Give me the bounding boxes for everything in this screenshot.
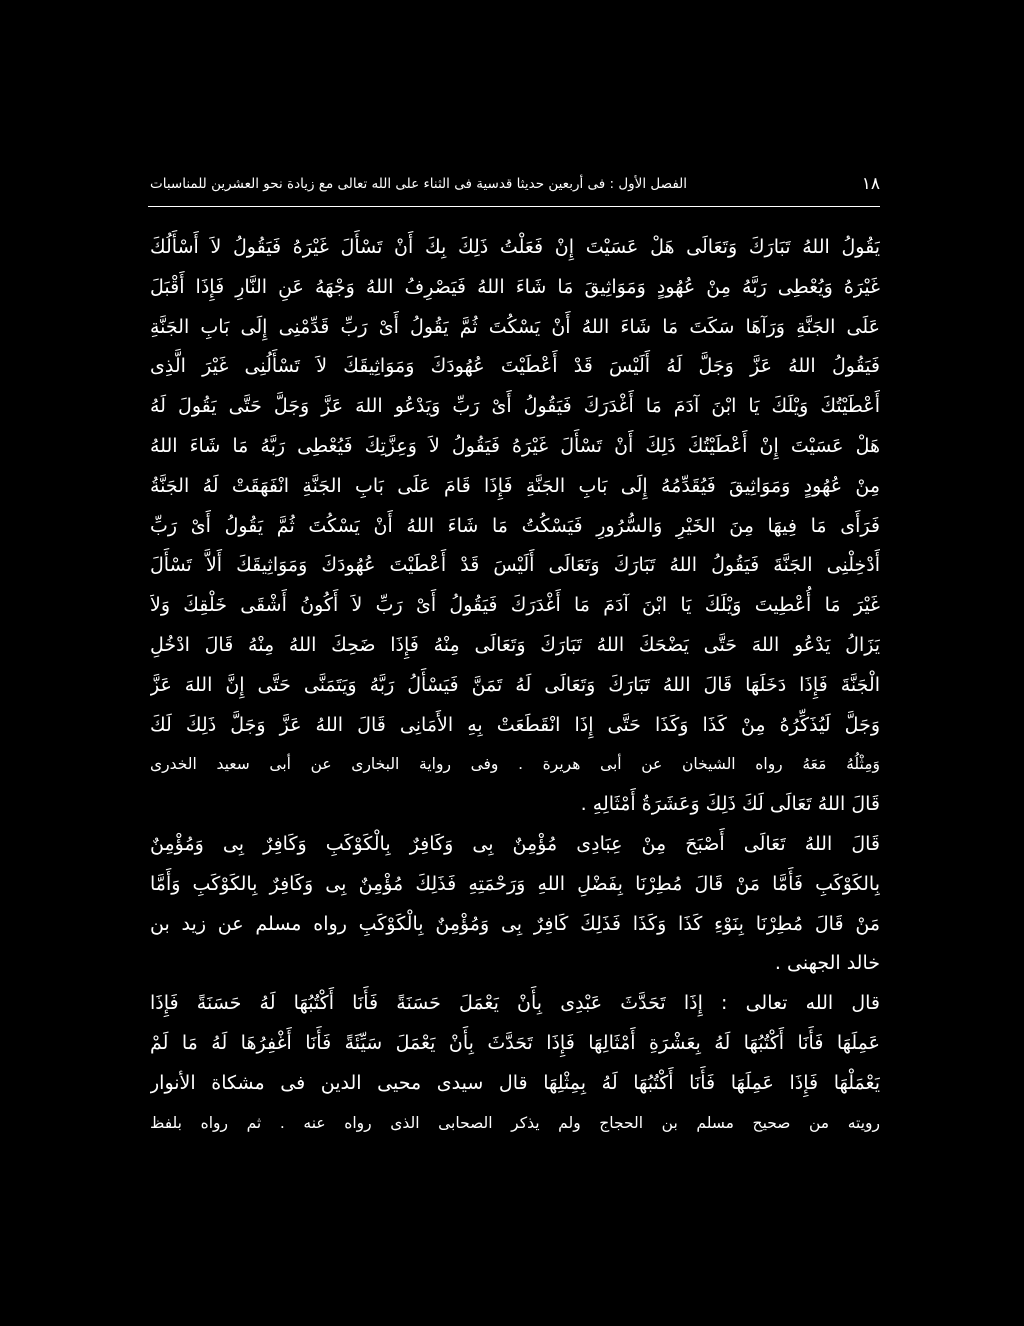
text-line: أَعْطَيْتُكَ وَيْلَكَ يَا ابْنَ آدَمَ مَا أَغْدَرَكَ فَيَقُولُ أَىْ رَبِّ وَيَدْعُو اللهَ عَزَّ وَجَلَّ حَتَّى يَقُولَ لَهُ: [150, 395, 880, 418]
running-title: الفصل الأول : فى أربعين حديثا قدسية فى الثناء على الله تعالى مع زيادة نحو العشرين للمناسبات: [150, 176, 688, 192]
text-line: وَمِثْلُهُ مَعَهُ رواه الشيخان عن أبى هريرة . وفى رواية البخارى عن أبى سعيد الخدرى: [150, 755, 880, 774]
body-text: [150, 228, 880, 1143]
text-line: قال الله تعالى : إِذَا تَحَدَّثَ عَبْدِى بِأَنْ يَعْمَلَ حَسَنَةً فَأَنَا أَكْتُبُهَا لَهُ حَسَنَةً فَإِذَا: [150, 992, 880, 1015]
text-line: فَرَأَى مَا فِيهَا مِنَ الخَيْرِ وَالسُّرُورِ فَيَسْكُتُ مَا شَاءَ اللهُ أَنْ يَسْكُتَ ثُمَّ يَقُولُ أَىْ رَبِّ: [150, 514, 880, 537]
text-line: مِنْ عُهُودٍ وَمَوَاثِيقَ فَيُقَدِّمُهُ إِلَى بَابِ الجَنَّةِ فَإِذَا قَامَ عَلَى بَابِ الجَنَّةِ انْفَهَقَتْ لَهُ الجَنَّةُ: [150, 474, 880, 497]
text-line: الْجَنَّةَ فَإِذَا دَخَلَهَا قَالَ اللهُ تَبَارَكَ وَتَعَالَى لَهُ تَمَنَّ فَيَسْأَلُ رَبَّهُ وَيَتَمَنَّى حَتَّى إِنَّ اللهَ عَزَّ: [150, 673, 880, 696]
text-line: يَزَالُ يَدْعُو اللهَ حَتَّى يَضْحَكَ اللهُ تَبَارَكَ وَتَعَالَى مِنْهُ فَإِذَا ضَحِكَ اللهُ مِنْهُ قَالَ ادْخُلِ: [150, 633, 880, 656]
text-line: يَعْمَلْهَا فَإِذَا عَمِلَهَا فَأَنَا أَكْتُبُهَا لَهُ بِمِثْلِهَا قال سيدى محيى الدين فى مشكاة الأنوار: [150, 1071, 880, 1094]
text-line: خالد الجهنى .: [774, 952, 880, 975]
text-line: مَنْ قَالَ مُطِرْنَا بِنَوْءِ كَذَا وَكَذَا فَذَلِكَ كَافِرٌ بِى وَمُؤْمِنٌ بِالْكَوْكَبِ رواه مسلم عن زيد بن: [150, 912, 880, 935]
text-line: يَقُولُ اللهُ تَبَارَكَ وَتَعَالَى هَلْ عَسَيْتَ إِنْ فَعَلْتُ ذَلِكَ بِكَ أَنْ تَسْأَلَ غَيْرَهُ فَيَقُولُ لاَ أَسْأَلُكَ: [150, 236, 880, 258]
text-line: بِالكَوْكَبِ فَأَمَّا مَنْ قَالَ مُطِرْنَا بِفَضْلِ اللهِ وَرَحْمَتِهِ فَذَلِكَ مُؤْمِنٌ بِى وَكَافِرٌ بِالكَوْكَبِ وَأَمَّا: [150, 872, 880, 895]
header-divider: [148, 206, 880, 207]
text-line: هَلْ عَسَيْتَ إِنْ أَعْطَيْتُكَ ذَلِكَ أَنْ تَسْأَلَ غَيْرَهُ فَيَقُولُ لاَ وَعِزَّتِكَ فَيُعْطِى رَبَّهُ مَا شَاءَ اللهُ: [150, 434, 880, 457]
page-header: [150, 170, 880, 198]
text-line: قَالَ اللهُ تَعَالَى أَصْبَحَ مِنْ عِبَادِى مُؤْمِنٌ بِى وَكَافِرٌ بِالْكَوْكَبِ وَكَافِرٌ بِى وَمُؤْمِنٌ: [150, 832, 880, 855]
text-line: فَيَقُولُ اللهُ عَزَّ وَجَلَّ لَهُ أَلَيْسَ قَدْ أَعْطَيْتَ عُهُودَكَ وَمَوَاثِيقَكَ لاَ تَسْأَلُنِى غَيْرَ الَّذِى: [150, 355, 880, 378]
text-line: غَيْرَهُ وَيُعْطِى رَبَّهُ مِنْ عُهُودٍ وَمَوَاثِيقَ مَا شَاءَ اللهُ فَيَصْرِفُ اللهُ وَجْهَهُ عَنِ النَّارِ فَإِذَا أَقْبَلَ: [150, 275, 880, 298]
text-line: عَمِلَهَا فَأَنَا أَكْتُبُهَا لَهُ بِعَشْرَةِ أَمْثَالِهَا فَإِذَا تَحَدَّثَ بِأَنْ يَعْمَلَ سَيِّئَةً فَأَنَا أَغْفِرُهَا لَهُ مَا لَمْ: [150, 1031, 880, 1054]
text-line: عَلَى الجَنَّةِ وَرَآهَا سَكَتَ مَا شَاءَ اللهُ أَنْ يَسْكُتَ ثُمَّ يَقُولُ أَىْ رَبِّ قَدِّمْنِى إِلَى بَابِ الجَنَّةِ: [150, 315, 880, 338]
text-line: قَالَ اللهُ تَعَالَى لَكَ ذَلِكَ وَعَشَرَةُ أَمْثَالِهِ .: [580, 793, 880, 816]
text-line: رويته من صحيح مسلم بن الحجاج ولم يذكر الصحابى الذى رواه عنه . ثم رواه بلفظ: [150, 1113, 880, 1132]
text-line: غَيْرَ مَا أُعْطِيتَ وَيْلَكَ يَا ابْنَ آدَمَ مَا أَغْدَرَكَ فَيَقُولُ أَىْ رَبِّ لاَ أَكُونُ أَشْقَى خَلْقِكَ وَلاَ: [150, 594, 880, 617]
page-number: ١٨: [861, 174, 880, 194]
text-line: وَجَلَّ لَيُذَكِّرُهُ مِنْ كَذَا وَكَذَا حَتَّى إِذَا انْقَطَعَتْ بِهِ الأَمَانِى قَالَ اللهُ عَزَّ وَجَلَّ ذَلِكَ لَكَ: [150, 713, 880, 736]
text-line: أَدْخِلْنِى الجَنَّةَ فَيَقُولُ اللهُ تَبَارَكَ وَتَعَالَى أَلَيْسَ قَدْ أَعْطَيْتَ عُهُودَكَ وَمَوَاثِيقَكَ أَلاَّ تَسْأَلَ: [150, 554, 880, 577]
